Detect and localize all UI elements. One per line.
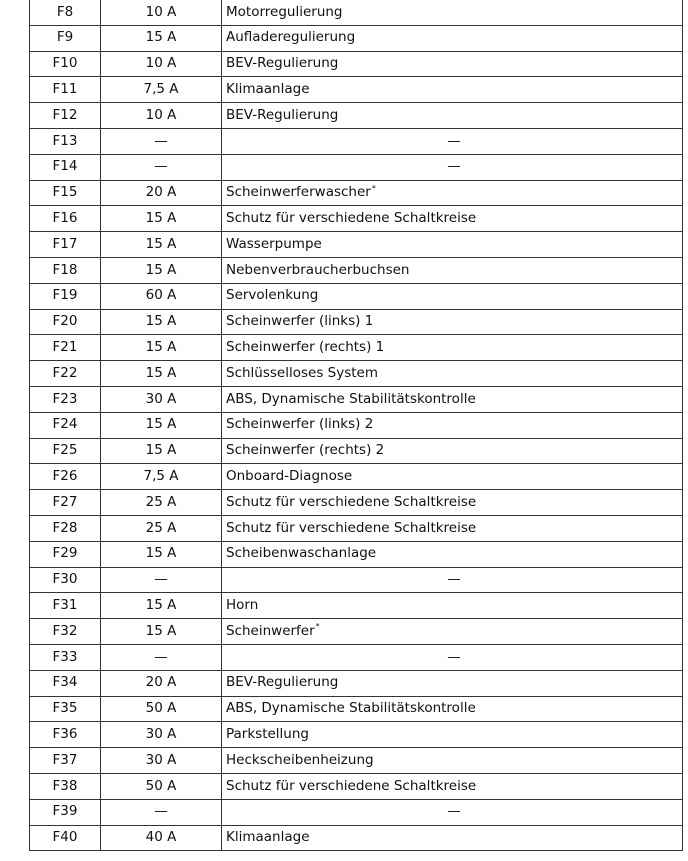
fuse-description-cell bbox=[222, 748, 683, 774]
fuse-rating-cell: 60 A bbox=[101, 283, 222, 309]
fuse-rating-cell: 10 A bbox=[101, 0, 222, 25]
fuse-description-text: Klimaanlage bbox=[226, 81, 310, 98]
fuse-description-cell bbox=[222, 619, 683, 645]
fuse-rating-cell: 50 A bbox=[101, 696, 222, 722]
fuse-rating-cell: 7,5 A bbox=[101, 77, 222, 103]
fuse-description-cell bbox=[222, 206, 683, 232]
fuse-description-text: ABS, Dynamische Stabilitätskontrolle bbox=[226, 700, 476, 717]
fuse-rating-cell: 15 A bbox=[101, 619, 222, 645]
fuse-number-cell: F27 bbox=[30, 490, 101, 516]
fuse-description-cell bbox=[222, 490, 683, 516]
fuse-description-text: Aufladeregulierung bbox=[226, 29, 356, 46]
fuse-description-text: — bbox=[447, 648, 461, 665]
table-row bbox=[30, 309, 683, 335]
fuse-description-cell bbox=[222, 438, 683, 464]
fuse-rating-cell: — bbox=[101, 154, 222, 180]
table-row bbox=[30, 464, 683, 490]
fuse-description-cell bbox=[222, 825, 683, 851]
fuse-number-cell: F32 bbox=[30, 619, 101, 645]
fuse-description-cell bbox=[222, 412, 683, 438]
fuse-rating-cell: 15 A bbox=[101, 257, 222, 283]
table-row bbox=[30, 773, 683, 799]
table-row bbox=[30, 180, 683, 206]
fuse-rating-cell: 15 A bbox=[101, 412, 222, 438]
fuse-description-text: Scheinwerfer (links) 1 bbox=[226, 313, 374, 330]
fuse-description-cell bbox=[222, 309, 683, 335]
fuse-description-cell bbox=[222, 593, 683, 619]
fuse-number-cell: F24 bbox=[30, 412, 101, 438]
fuse-number-cell: F14 bbox=[30, 154, 101, 180]
table-row bbox=[30, 51, 683, 77]
fuse-description-text: Scheinwerfer bbox=[226, 622, 315, 639]
fuse-number-cell: F10 bbox=[30, 51, 101, 77]
fuse-description-cell bbox=[222, 644, 683, 670]
fuse-rating-cell: 20 A bbox=[101, 180, 222, 206]
table-row bbox=[30, 257, 683, 283]
fuse-number-cell: F31 bbox=[30, 593, 101, 619]
fuse-description-text: Schutz für verschiedene Schaltkreise bbox=[226, 493, 477, 510]
table-row bbox=[30, 154, 683, 180]
fuse-rating-cell: 40 A bbox=[101, 825, 222, 851]
fuse-description-text: Parkstellung bbox=[226, 725, 309, 742]
fuse-number-cell: F20 bbox=[30, 309, 101, 335]
fuse-description-text: Wasserpumpe bbox=[226, 235, 322, 252]
fuse-description-text: Scheinwerferwascher bbox=[226, 184, 371, 201]
fuse-number-cell: F18 bbox=[30, 257, 101, 283]
table-row bbox=[30, 541, 683, 567]
fuse-description-text: Schutz für verschiedene Schaltkreise bbox=[226, 210, 477, 227]
fuse-number-cell: F28 bbox=[30, 515, 101, 541]
fuse-description-text: — bbox=[447, 803, 461, 820]
fuse-number-cell: F16 bbox=[30, 206, 101, 232]
fuse-rating-cell: 15 A bbox=[101, 206, 222, 232]
fuse-number-cell: F40 bbox=[30, 825, 101, 851]
table-row bbox=[30, 799, 683, 825]
table-row bbox=[30, 670, 683, 696]
fuse-number-cell: F19 bbox=[30, 283, 101, 309]
fuse-description-text: Schutz für verschiedene Schaltkreise bbox=[226, 519, 477, 536]
fuse-description-text: Nebenverbraucherbuchsen bbox=[226, 261, 410, 278]
fuse-number-cell: F12 bbox=[30, 103, 101, 129]
fuse-number-cell: F21 bbox=[30, 335, 101, 361]
table-row bbox=[30, 232, 683, 258]
fuse-number-cell: F13 bbox=[30, 128, 101, 154]
table-row bbox=[30, 361, 683, 387]
fuse-description-cell bbox=[222, 0, 683, 25]
table-row bbox=[30, 825, 683, 851]
fuse-number-cell: F33 bbox=[30, 644, 101, 670]
fuse-description-text: BEV-Regulierung bbox=[226, 55, 339, 72]
fuse-description-text: Onboard-Diagnose bbox=[226, 467, 353, 484]
fuse-description-text: Servolenkung bbox=[226, 287, 319, 304]
table-row bbox=[30, 438, 683, 464]
fuse-rating-cell: 15 A bbox=[101, 25, 222, 51]
table-row bbox=[30, 283, 683, 309]
fuse-number-cell: F17 bbox=[30, 232, 101, 258]
fuse-description-cell bbox=[222, 773, 683, 799]
footnote-marker: * bbox=[315, 622, 320, 632]
fuse-description-text: BEV-Regulierung bbox=[226, 106, 339, 123]
fuse-description-cell bbox=[222, 541, 683, 567]
fuse-rating-cell: 15 A bbox=[101, 541, 222, 567]
fuse-description-text: Schutz für verschiedene Schaltkreise bbox=[226, 777, 477, 794]
fuse-description-text: Scheibenwaschanlage bbox=[226, 545, 377, 562]
fuse-description-text: — bbox=[447, 158, 461, 175]
fuse-rating-cell: 15 A bbox=[101, 309, 222, 335]
fuse-number-cell: F30 bbox=[30, 567, 101, 593]
fuse-number-cell: F22 bbox=[30, 361, 101, 387]
fuse-number-cell: F25 bbox=[30, 438, 101, 464]
fuse-description-cell bbox=[222, 25, 683, 51]
fuse-rating-cell: 20 A bbox=[101, 670, 222, 696]
fuse-rating-cell: 10 A bbox=[101, 103, 222, 129]
fuse-description-text: BEV-Regulierung bbox=[226, 674, 339, 691]
fuse-description-cell bbox=[222, 567, 683, 593]
fuse-rating-cell: 25 A bbox=[101, 490, 222, 516]
fuse-number-cell: F39 bbox=[30, 799, 101, 825]
fuse-description-cell bbox=[222, 335, 683, 361]
fuse-description-cell bbox=[222, 283, 683, 309]
fuse-rating-cell: — bbox=[101, 128, 222, 154]
table-row bbox=[30, 696, 683, 722]
table-row bbox=[30, 748, 683, 774]
table-row bbox=[30, 206, 683, 232]
fuse-description-text: Motorregulierung bbox=[226, 3, 343, 20]
table-row bbox=[30, 335, 683, 361]
fuse-description-text: Scheinwerfer (links) 2 bbox=[226, 416, 374, 433]
fuse-description-cell bbox=[222, 386, 683, 412]
table-row bbox=[30, 567, 683, 593]
fuse-description-cell bbox=[222, 464, 683, 490]
fuse-rating-cell: — bbox=[101, 799, 222, 825]
fuse-number-cell: F38 bbox=[30, 773, 101, 799]
fuse-rating-cell: 15 A bbox=[101, 361, 222, 387]
fuse-number-cell: F29 bbox=[30, 541, 101, 567]
table-row bbox=[30, 515, 683, 541]
fuse-table-body bbox=[30, 0, 683, 851]
fuse-description-text: — bbox=[447, 132, 461, 149]
fuse-description-cell bbox=[222, 722, 683, 748]
table-row bbox=[30, 103, 683, 129]
fuse-description-cell bbox=[222, 154, 683, 180]
fuse-number-cell: F34 bbox=[30, 670, 101, 696]
fuse-number-cell: F15 bbox=[30, 180, 101, 206]
table-row bbox=[30, 593, 683, 619]
fuse-description-cell bbox=[222, 257, 683, 283]
table-row bbox=[30, 25, 683, 51]
fuse-number-cell: F35 bbox=[30, 696, 101, 722]
fuse-number-cell: F9 bbox=[30, 25, 101, 51]
fuse-rating-cell: — bbox=[101, 644, 222, 670]
fuse-description-text: Scheinwerfer (rechts) 1 bbox=[226, 339, 385, 355]
fuse-number-cell: F26 bbox=[30, 464, 101, 490]
fuse-rating-cell: 15 A bbox=[101, 593, 222, 619]
table-row bbox=[30, 128, 683, 154]
fuse-description-text: Horn bbox=[226, 596, 259, 613]
table-row bbox=[30, 490, 683, 516]
fuse-rating-cell: 30 A bbox=[101, 748, 222, 774]
fuse-description-text: Klimaanlage bbox=[226, 829, 310, 846]
fuse-rating-cell: 30 A bbox=[101, 386, 222, 412]
fuse-number-cell: F23 bbox=[30, 386, 101, 412]
table-row bbox=[30, 412, 683, 438]
fuse-table bbox=[29, 0, 683, 851]
table-row bbox=[30, 644, 683, 670]
table-row bbox=[30, 0, 683, 25]
fuse-description-cell bbox=[222, 180, 683, 206]
fuse-description-text: Heckscheibenheizung bbox=[226, 751, 374, 768]
fuse-description-text: Schlüsselloses System bbox=[226, 364, 378, 381]
fuse-description-cell bbox=[222, 51, 683, 77]
fuse-rating-cell: — bbox=[101, 567, 222, 593]
fuse-description-cell bbox=[222, 361, 683, 387]
fuse-rating-cell: 30 A bbox=[101, 722, 222, 748]
fuse-rating-cell: 7,5 A bbox=[101, 464, 222, 490]
fuse-number-cell: F37 bbox=[30, 748, 101, 774]
fuse-description-cell bbox=[222, 670, 683, 696]
fuse-number-cell: F8 bbox=[30, 0, 101, 25]
fuse-description-cell bbox=[222, 515, 683, 541]
fuse-rating-cell: 15 A bbox=[101, 232, 222, 258]
table-row bbox=[30, 619, 683, 645]
fuse-description-text: — bbox=[447, 571, 461, 588]
fuse-description-cell bbox=[222, 799, 683, 825]
fuse-description-cell bbox=[222, 128, 683, 154]
fuse-number-cell: F11 bbox=[30, 77, 101, 103]
fuse-description-cell bbox=[222, 232, 683, 258]
fuse-number-cell: F36 bbox=[30, 722, 101, 748]
footnote-marker: * bbox=[371, 183, 376, 193]
fuse-rating-cell: 25 A bbox=[101, 515, 222, 541]
table-row bbox=[30, 722, 683, 748]
table-row bbox=[30, 77, 683, 103]
fuse-description-cell bbox=[222, 103, 683, 129]
fuse-rating-cell: 10 A bbox=[101, 51, 222, 77]
fuse-description-text: Scheinwerfer (rechts) 2 bbox=[226, 442, 385, 459]
table-row bbox=[30, 386, 683, 412]
fuse-rating-cell: 15 A bbox=[101, 438, 222, 464]
fuse-description-cell bbox=[222, 696, 683, 722]
fuse-description-text: ABS, Dynamische Stabilitätskontrolle bbox=[226, 390, 476, 407]
fuse-rating-cell: 50 A bbox=[101, 773, 222, 799]
fuse-rating-cell: 15 A bbox=[101, 335, 222, 361]
fuse-description-cell bbox=[222, 77, 683, 103]
